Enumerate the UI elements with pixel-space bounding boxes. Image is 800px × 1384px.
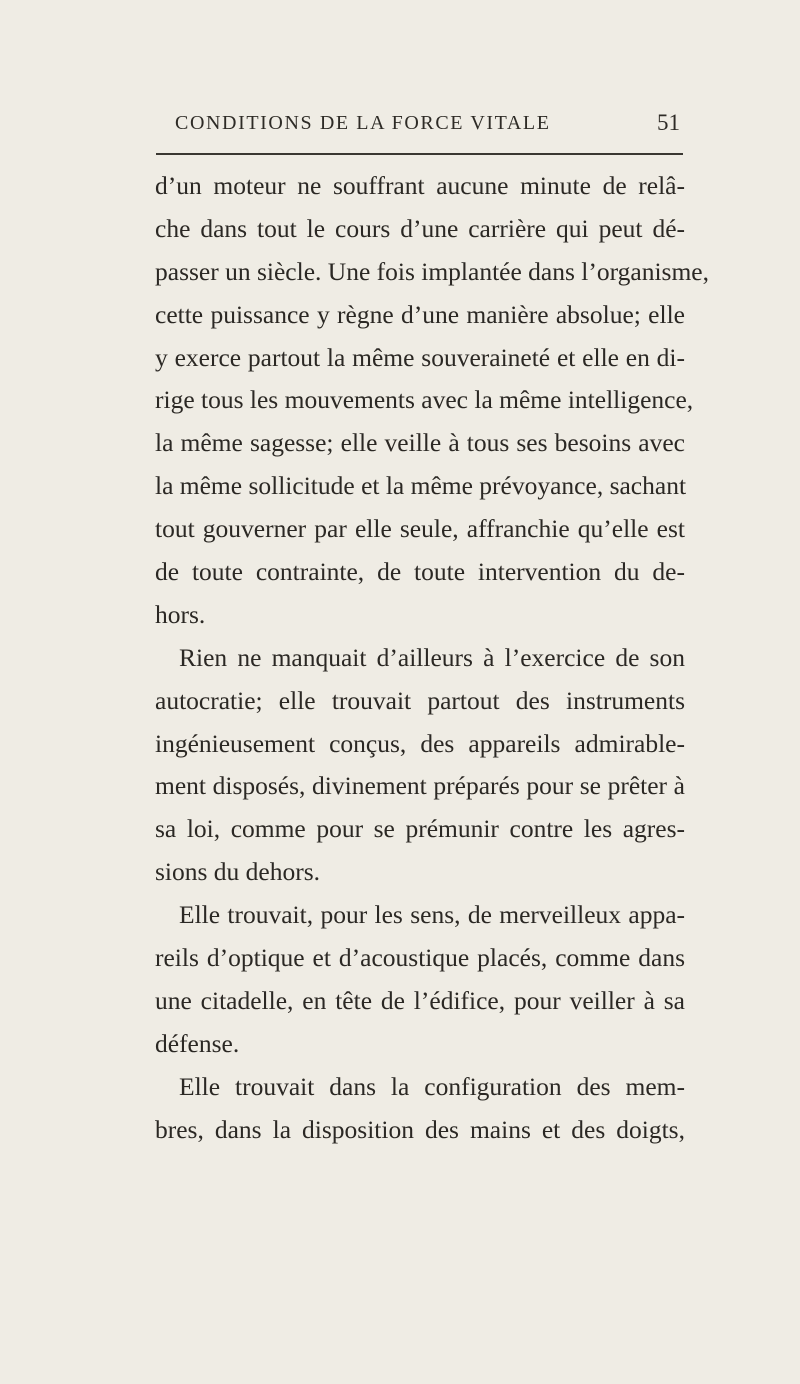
text-line: la même sagesse; elle veille à tous ses besoins avec xyxy=(155,428,685,458)
text-line: ment disposés, divinement préparés pour se prêter à xyxy=(155,771,685,801)
text-line: cette puissance y règne d’une manière absolue; elle xyxy=(155,299,685,329)
running-header xyxy=(175,112,680,142)
header-rule xyxy=(156,153,683,155)
paragraph-start-line: Elle trouvait, pour les sens, de merveilleux appa- xyxy=(179,900,685,930)
running-title: CONDITIONS DE LA FORCE VITALE xyxy=(175,112,551,134)
text-line: d’un moteur ne souffrant aucune minute de relâ- xyxy=(155,171,685,200)
text-line: défense. xyxy=(155,1028,240,1058)
text-line: une citadelle, en tête de l’édifice, pour veiller à sa xyxy=(155,985,685,1015)
text-line: reils d’optique et d’acoustique placés, comme dans xyxy=(155,943,685,973)
paragraph-start-line: Rien ne manquait d’ailleurs à l’exercice de son xyxy=(179,642,685,672)
text-line: y exerce partout la même souveraineté et elle en di- xyxy=(155,342,685,372)
text-line: hors. xyxy=(155,599,206,629)
text-line: tout gouverner par elle seule, affranchie qu’elle est xyxy=(155,514,685,544)
text-line: passer un siècle. Une fois implantée dans l’organisme, xyxy=(155,256,710,286)
page-number: 51 xyxy=(657,110,680,135)
text-line: ingénieusement conçus, des appareils admirable- xyxy=(155,728,685,758)
text-line: de toute contrainte, de toute intervention du de- xyxy=(155,557,685,587)
text-line: bres, dans la disposition des mains et des doigts, xyxy=(155,1114,685,1144)
text-line: sions du dehors. xyxy=(155,857,321,887)
text-line: che dans tout le cours d’une carrière qui peut dé- xyxy=(155,213,685,243)
text-line: sa loi, comme pour se prémunir contre les agres- xyxy=(155,814,685,844)
paragraph-start-line: Elle trouvait dans la configuration des mem- xyxy=(179,1071,685,1101)
text-line: la même sollicitude et la même prévoyance, sachant xyxy=(155,471,687,501)
text-line: rige tous les mouvements avec la même intelligence, xyxy=(155,385,694,415)
body-text xyxy=(155,165,710,1151)
text-line: autocratie; elle trouvait partout des instruments xyxy=(155,685,685,715)
